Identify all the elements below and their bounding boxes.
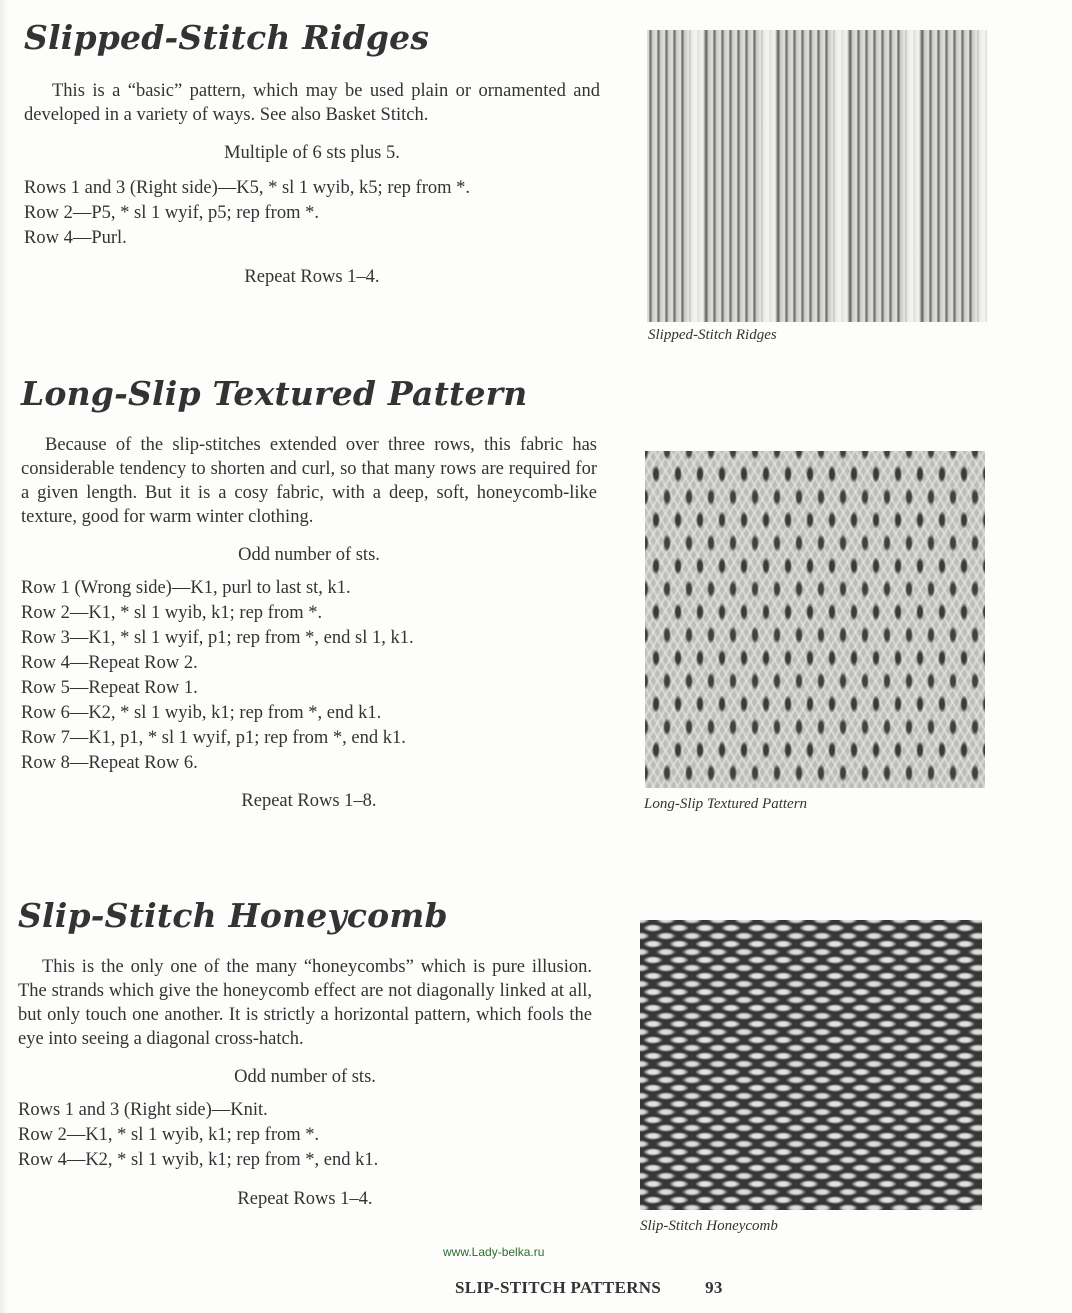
- page-footer: [455, 1278, 723, 1298]
- row-instruction: Row 2—K1, * sl 1 wyib, k1; rep from *.: [21, 603, 323, 623]
- row-instructions: [18, 1098, 592, 1173]
- page-gutter-shadow: [0, 0, 8, 1313]
- stitch-multiple: Multiple of 6 sts plus 5.: [224, 143, 400, 163]
- section-title: Slipped-Stitch Ridges: [24, 18, 430, 57]
- section-intro: This is a “basic” pattern, which may be used plain or ornamented and developed in a variety of ways. See also Basket Stitch.: [24, 81, 600, 125]
- section-slipped-stitch-ridges: [24, 18, 600, 289]
- watermark-link[interactable]: www.Lady-belka.ru: [443, 1245, 545, 1259]
- row-instruction: Row 1 (Wrong side)—K1, purl to last st, k1.: [21, 578, 351, 598]
- section-slip-stitch-honeycomb: [18, 896, 592, 1211]
- row-instruction: Rows 1 and 3 (Right side)—Knit.: [18, 1100, 268, 1120]
- row-instruction: Row 3—K1, * sl 1 wyif, p1; rep from *, end sl 1, k1.: [21, 628, 414, 648]
- row-instruction: Row 4—Purl.: [24, 228, 127, 248]
- knit-swatch-crosshatch-photo: [640, 920, 982, 1210]
- photo-caption: Long-Slip Textured Pattern: [644, 796, 808, 812]
- page-number: 93: [705, 1278, 723, 1297]
- row-instructions: [21, 576, 597, 776]
- section-long-slip-textured-pattern: [21, 374, 597, 813]
- row-instruction: Row 5—Repeat Row 1.: [21, 678, 198, 698]
- repeat-note: Repeat Rows 1–8.: [241, 791, 377, 811]
- row-instruction: Row 4—K2, * sl 1 wyib, k1; rep from *, end k1.: [18, 1150, 379, 1170]
- running-footer: SLIP-STITCH PATTERNS: [455, 1278, 662, 1297]
- repeat-note: Repeat Rows 1–4.: [244, 267, 380, 287]
- stitch-multiple: Odd number of sts.: [234, 1067, 376, 1087]
- row-instruction: Row 8—Repeat Row 6.: [21, 753, 198, 773]
- row-instruction: Row 2—P5, * sl 1 wyif, p5; rep from *.: [24, 203, 319, 223]
- section-title: Slip-Stitch Honeycomb: [18, 896, 448, 935]
- row-instruction: Row 7—K1, p1, * sl 1 wyif, p1; rep from *, end k1.: [21, 728, 406, 748]
- row-instruction: Row 2—K1, * sl 1 wyib, k1; rep from *.: [18, 1125, 320, 1145]
- row-instruction: Rows 1 and 3 (Right side)—K5, * sl 1 wyib, k5; rep from *.: [24, 178, 471, 198]
- section-intro: Because of the slip-stitches extended over three rows, this fabric has considerable tendency to shorten and curl, so that many rows are required for a given length. But it is a cosy fabric, with a deep, soft, honeycomb-like texture, good for warm winter clothing.: [21, 435, 597, 527]
- section-title: Long-Slip Textured Pattern: [21, 374, 528, 413]
- repeat-note: Repeat Rows 1–4.: [237, 1189, 373, 1209]
- stitch-multiple: Odd number of sts.: [238, 545, 380, 565]
- row-instructions: [24, 176, 600, 251]
- row-instruction: Row 6—K2, * sl 1 wyib, k1; rep from *, end k1.: [21, 703, 382, 723]
- photo-caption: Slipped-Stitch Ridges: [648, 327, 777, 343]
- section-intro: This is the only one of the many “honeycombs” which is pure illusion. The strands which give the honeycomb effect are not diagonally linked at all, but only touch one another. It is strictly a horizontal pattern, which fools the eye into seeing a diagonal cross-hatch.: [18, 957, 592, 1049]
- knit-swatch-vertical-ridges-photo: [647, 30, 987, 322]
- knit-swatch-honeycomb-texture-photo: [645, 451, 985, 788]
- row-instruction: Row 4—Repeat Row 2.: [21, 653, 198, 673]
- photo-caption: Slip-Stitch Honeycomb: [640, 1218, 778, 1234]
